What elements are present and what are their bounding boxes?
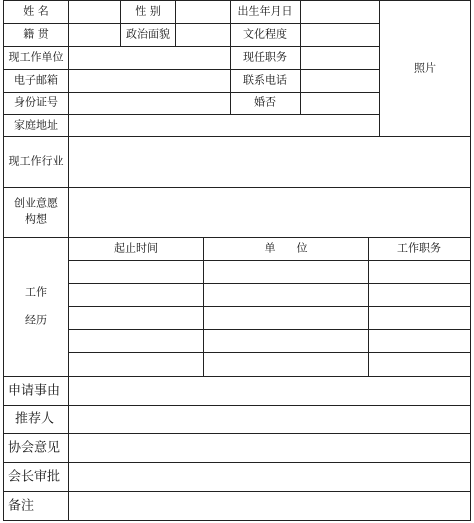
- intent-label-cont: 构想: [25, 212, 47, 226]
- marital-status-label: 婚否: [254, 95, 276, 109]
- rule: [120, 0, 121, 46]
- birth-date-label: 出生年月日: [237, 4, 293, 18]
- name-label: 姓 名: [23, 4, 49, 18]
- work-col-period: 起止时间: [114, 241, 158, 255]
- remarks-field[interactable]: [69, 492, 470, 520]
- id-card-field[interactable]: [69, 93, 230, 114]
- gender-field[interactable]: [176, 1, 230, 23]
- education-label: 文化程度: [243, 27, 287, 41]
- reason-field[interactable]: [69, 377, 470, 405]
- native-place-label: 籍 贯: [23, 27, 49, 41]
- email-label: 电子邮箱: [14, 73, 58, 87]
- photo-box[interactable]: [380, 1, 470, 136]
- birth-date-field[interactable]: [301, 1, 379, 23]
- phone-field[interactable]: [301, 70, 379, 92]
- photo-label: 照片: [414, 61, 436, 75]
- native-place-field[interactable]: [69, 24, 120, 46]
- employer-field[interactable]: [69, 47, 230, 69]
- position-label: 现任职务: [243, 50, 287, 64]
- reason-label: 申请事由: [8, 383, 61, 399]
- association-opinion-label: 协会意见: [8, 440, 61, 456]
- gender-label: 性 别: [135, 4, 161, 18]
- address-label: 家庭地址: [14, 118, 58, 132]
- rule: [3, 237, 471, 238]
- intent-field[interactable]: [69, 188, 470, 237]
- rule: [3, 520, 471, 521]
- political-status-label: 政治面貌: [126, 27, 170, 41]
- political-status-field[interactable]: [176, 24, 230, 46]
- president-approval-label: 会长审批: [8, 469, 61, 485]
- name-field[interactable]: [69, 1, 120, 23]
- rule: [470, 0, 471, 521]
- work-col-position: 工作职务: [397, 241, 441, 255]
- phone-label: 联系电话: [243, 73, 287, 87]
- association-opinion-field[interactable]: [69, 434, 470, 462]
- rule: [230, 0, 231, 115]
- work-col-employer: 单 位: [264, 241, 308, 255]
- email-field[interactable]: [69, 70, 230, 92]
- referrer-field[interactable]: [69, 406, 470, 433]
- id-card-label: 身份证号: [14, 95, 58, 109]
- employer-label: 现工作单位: [8, 50, 64, 64]
- address-field[interactable]: [69, 115, 379, 136]
- position-field[interactable]: [301, 47, 379, 69]
- marital-status-field[interactable]: [301, 93, 379, 114]
- president-approval-field[interactable]: [69, 463, 470, 491]
- work-history-label-cont: 经历: [25, 313, 47, 327]
- work-history-table[interactable]: [69, 261, 470, 376]
- referrer-label: 推荐人: [15, 411, 55, 427]
- rule: [3, 0, 4, 521]
- intent-label: 创业意愿: [14, 196, 58, 210]
- industry-field[interactable]: [69, 137, 470, 187]
- remarks-label: 备注: [8, 498, 35, 514]
- education-field[interactable]: [301, 24, 379, 46]
- registration-form: [3, 0, 471, 521]
- industry-label: 现工作行业: [8, 154, 64, 168]
- work-history-label: 工作: [25, 285, 47, 299]
